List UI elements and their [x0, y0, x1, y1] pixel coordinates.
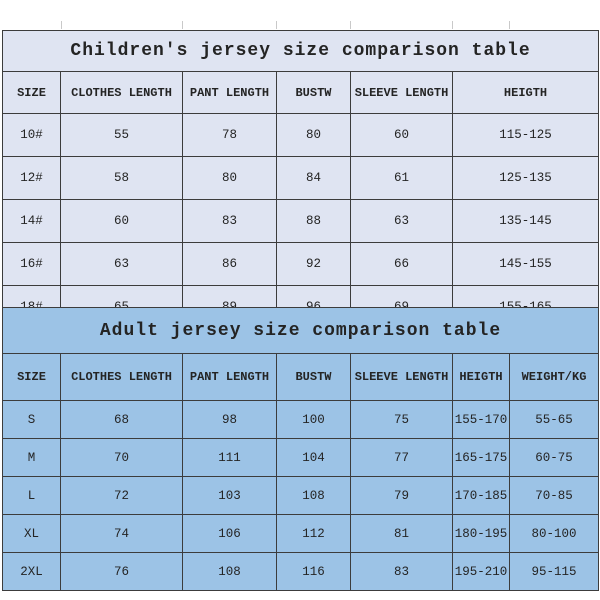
adult-height-cell: 195-210: [453, 553, 510, 591]
children-title-row: [3, 31, 599, 72]
children-bust-cell: 88: [277, 200, 351, 243]
children-size-table: [2, 30, 599, 329]
adult-header-sleeve-length: SLEEVE LENGTH: [351, 354, 453, 401]
adult-clothes-cell: 72: [61, 477, 183, 515]
children-bust-cell: 84: [277, 157, 351, 200]
children-bust-cell: 80: [277, 114, 351, 157]
adult-sleeve-cell: 83: [351, 553, 453, 591]
adult-pant-cell: 98: [183, 401, 277, 439]
adult-header-pant-length: PANT LENGTH: [183, 354, 277, 401]
children-header-pant-length: PANT LENGTH: [183, 72, 277, 114]
adult-clothes-cell: 74: [61, 515, 183, 553]
adult-height-cell: 170-185: [453, 477, 510, 515]
adult-sleeve-cell: 81: [351, 515, 453, 553]
children-height-cell: 115-125: [453, 114, 599, 157]
adult-pant-cell: 108: [183, 553, 277, 591]
adult-pant-cell: 106: [183, 515, 277, 553]
table-row: [3, 477, 599, 515]
adult-size-cell: M: [3, 439, 61, 477]
children-clothes-cell: 55: [61, 114, 183, 157]
table-row: [3, 515, 599, 553]
adult-size-cell: S: [3, 401, 61, 439]
children-clothes-cell: 60: [61, 200, 183, 243]
adult-bust-cell: 100: [277, 401, 351, 439]
children-header-size: SIZE: [3, 72, 61, 114]
children-size-cell: 16#: [3, 243, 61, 286]
children-header-bust: BUSTW: [277, 72, 351, 114]
adult-height-cell: 180-195: [453, 515, 510, 553]
adult-size-cell: 2XL: [3, 553, 61, 591]
adult-header-weight: WEIGHT/KG: [510, 354, 599, 401]
adult-table-title: Adult jersey size comparison table: [3, 308, 599, 354]
adult-title-row: [3, 308, 599, 354]
adult-clothes-cell: 76: [61, 553, 183, 591]
adult-height-cell: 165-175: [453, 439, 510, 477]
adult-size-cell: L: [3, 477, 61, 515]
adult-pant-cell: 103: [183, 477, 277, 515]
table-row: [3, 243, 599, 286]
adult-height-cell: 155-170: [453, 401, 510, 439]
adult-clothes-cell: 70: [61, 439, 183, 477]
children-sleeve-cell: 63: [351, 200, 453, 243]
children-sleeve-cell: 66: [351, 243, 453, 286]
adult-header-bust: BUSTW: [277, 354, 351, 401]
children-clothes-cell: 58: [61, 157, 183, 200]
border-remnant-mark: [182, 21, 183, 29]
adult-size-cell: XL: [3, 515, 61, 553]
border-remnant-mark: [509, 21, 510, 29]
adult-weight-cell: 60-75: [510, 439, 599, 477]
children-header-sleeve-length: SLEEVE LENGTH: [351, 72, 453, 114]
children-header-clothes-length: CLOTHES LENGTH: [61, 72, 183, 114]
adult-clothes-cell: 68: [61, 401, 183, 439]
children-bust-cell: 92: [277, 243, 351, 286]
table-row: [3, 439, 599, 477]
children-height-cell: 145-155: [453, 243, 599, 286]
adult-bust-cell: 108: [277, 477, 351, 515]
children-size-cell: 12#: [3, 157, 61, 200]
adult-sleeve-cell: 75: [351, 401, 453, 439]
children-header-row: [3, 72, 599, 114]
children-pant-cell: 80: [183, 157, 277, 200]
children-pant-cell: 83: [183, 200, 277, 243]
children-table-title: Children's jersey size comparison table: [3, 31, 599, 72]
children-size-cell: 10#: [3, 114, 61, 157]
children-sleeve-cell: 61: [351, 157, 453, 200]
adult-weight-cell: 70-85: [510, 477, 599, 515]
adult-weight-cell: 80-100: [510, 515, 599, 553]
children-height-cell: 125-135: [453, 157, 599, 200]
adult-weight-cell: 95-115: [510, 553, 599, 591]
adult-weight-cell: 55-65: [510, 401, 599, 439]
children-sleeve-cell: 60: [351, 114, 453, 157]
table-row: [3, 157, 599, 200]
children-clothes-cell: 63: [61, 243, 183, 286]
adult-header-clothes-length: CLOTHES LENGTH: [61, 354, 183, 401]
border-remnant-mark: [350, 21, 351, 29]
adult-bust-cell: 116: [277, 553, 351, 591]
children-pant-cell: 78: [183, 114, 277, 157]
table-row: [3, 200, 599, 243]
adult-header-row: [3, 354, 599, 401]
adult-header-height: HEIGTH: [453, 354, 510, 401]
table-row: [3, 553, 599, 591]
children-size-cell: 14#: [3, 200, 61, 243]
table-row: [3, 114, 599, 157]
border-remnant-mark: [452, 21, 453, 29]
border-remnant-mark: [61, 21, 62, 29]
adult-bust-cell: 104: [277, 439, 351, 477]
border-remnant-mark: [276, 21, 277, 29]
adult-sleeve-cell: 79: [351, 477, 453, 515]
adult-header-size: SIZE: [3, 354, 61, 401]
adult-pant-cell: 111: [183, 439, 277, 477]
children-pant-cell: 86: [183, 243, 277, 286]
table-row: [3, 401, 599, 439]
children-height-cell: 135-145: [453, 200, 599, 243]
adult-size-table: [2, 307, 599, 591]
adult-sleeve-cell: 77: [351, 439, 453, 477]
children-header-height: HEIGTH: [453, 72, 599, 114]
adult-bust-cell: 112: [277, 515, 351, 553]
